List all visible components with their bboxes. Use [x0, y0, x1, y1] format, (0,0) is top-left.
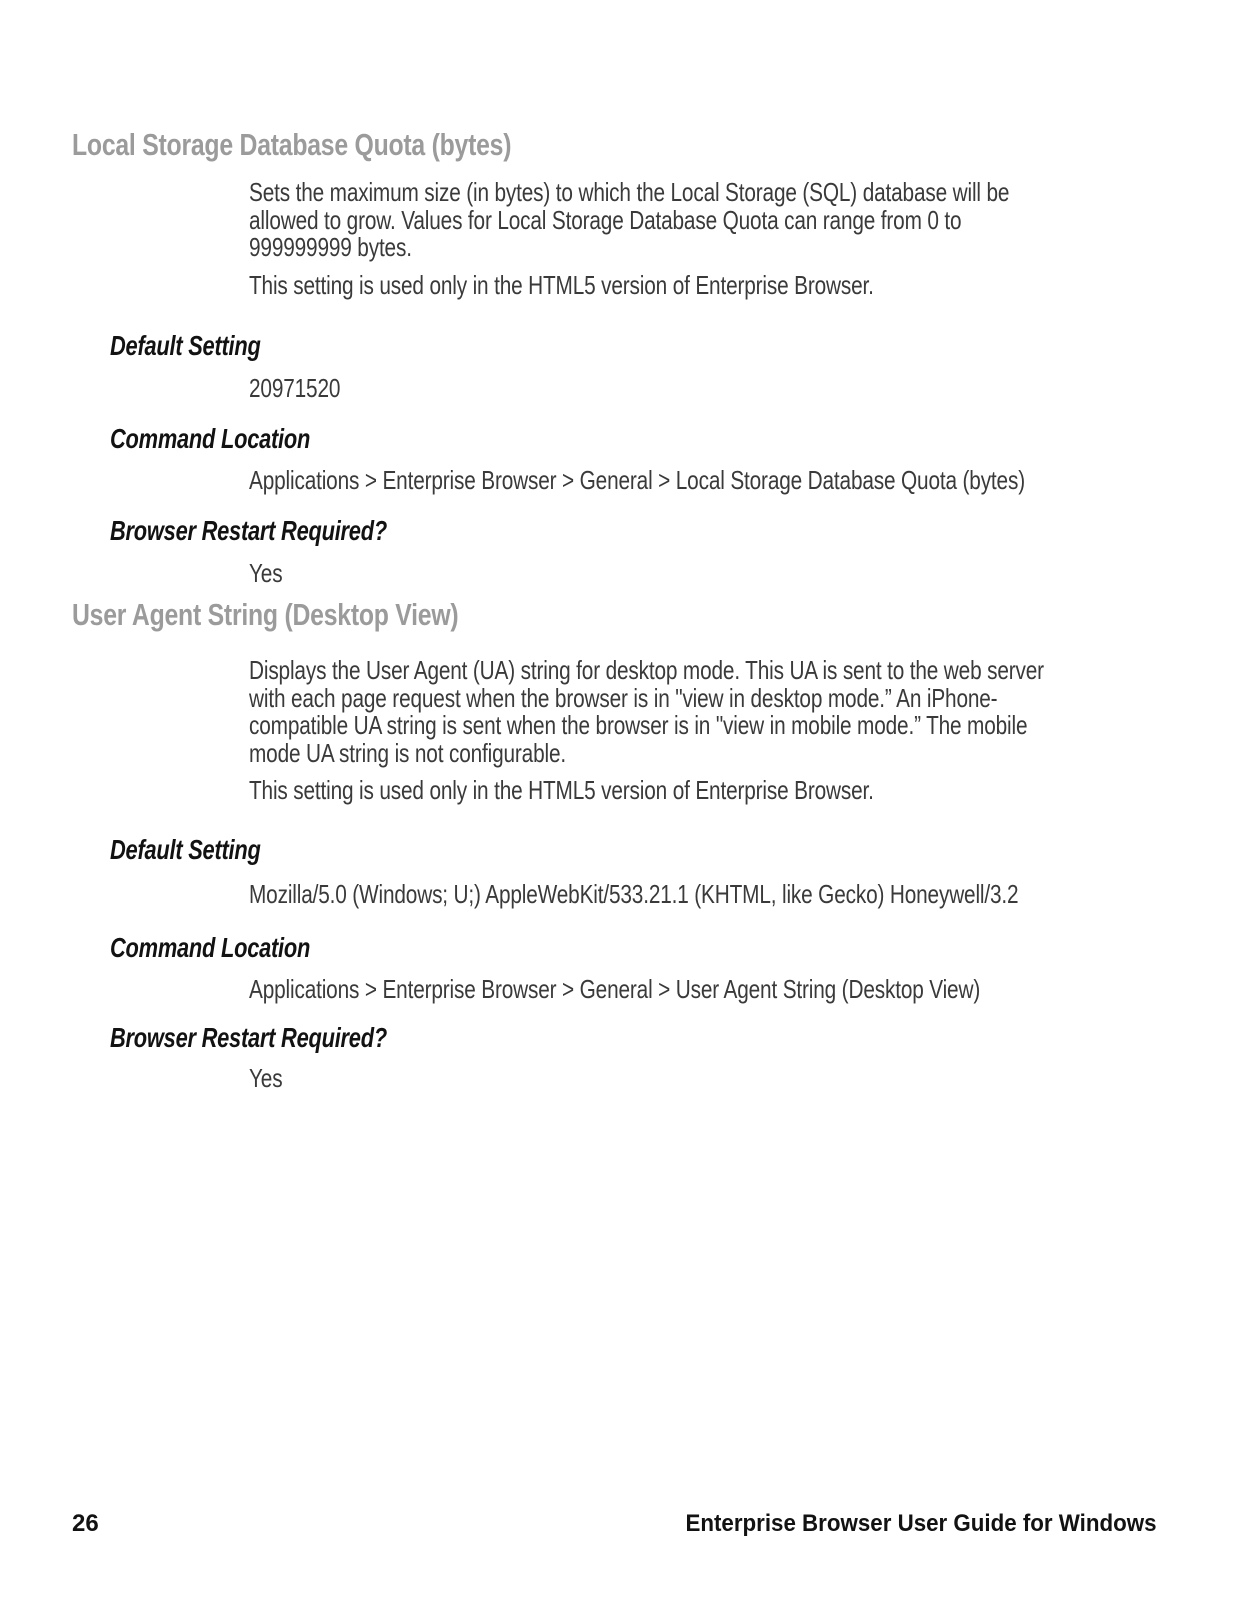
command-location-heading: Command Location [110, 423, 311, 454]
browser-restart-heading: Browser Restart Required? [110, 515, 387, 546]
browser-restart-value: Yes [249, 1063, 283, 1093]
footer-doc-title: Enterprise Browser User Guide for Windows [685, 1510, 1157, 1537]
default-setting-heading: Default Setting [110, 330, 261, 361]
section-description: Sets the maximum size (in bytes) to which the Local Storage (SQL) database will be allowed to grow. Values for Local Storage Database Quota can range from 0 to 999999999 bytes. [249, 177, 1010, 262]
section-title: User Agent String (Desktop View) [72, 597, 459, 632]
command-location-heading: Command Location [110, 932, 311, 963]
browser-restart-value: Yes [249, 558, 283, 588]
default-setting-heading: Default Setting [110, 834, 261, 865]
default-setting-value: Mozilla/5.0 (Windows; U;) AppleWebKit/533.21.1 (KHTML, like Gecko) Honeywell/3.2 [249, 879, 1019, 909]
section-note: This setting is used only in the HTML5 version of Enterprise Browser. [249, 270, 874, 300]
command-location-path: Applications > Enterprise Browser > General > Local Storage Database Quota (bytes) [249, 465, 1025, 495]
section-title: Local Storage Database Quota (bytes) [72, 127, 512, 162]
section-note: This setting is used only in the HTML5 version of Enterprise Browser. [249, 775, 874, 805]
section-description: Displays the User Agent (UA) string for desktop mode. This UA is sent to the web server with each page request when the browser is in "view in desktop mode.” An iPhone- compatible UA string is sent when the browser is in "view in mobile mode.” The mobile mode UA string is not configurable. [249, 655, 1044, 768]
page-number: 26 [72, 1510, 99, 1537]
command-location-path: Applications > Enterprise Browser > General > User Agent String (Desktop View) [249, 974, 981, 1004]
default-setting-value: 20971520 [249, 373, 341, 403]
browser-restart-heading: Browser Restart Required? [110, 1022, 387, 1053]
